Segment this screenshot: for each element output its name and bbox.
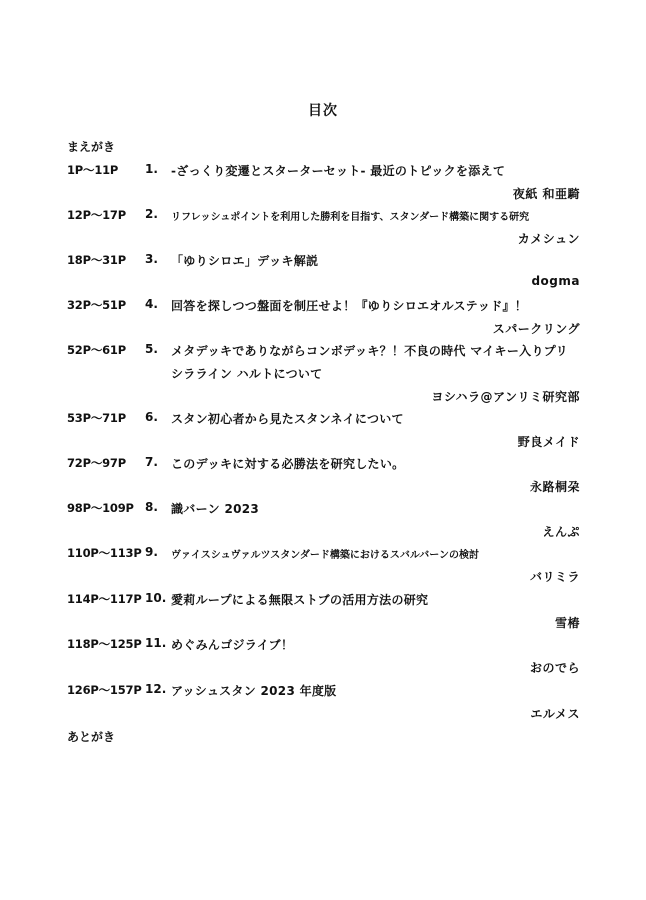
entry-author-10: 雪椿: [554, 616, 580, 630]
entry-title: 識バーン 2023: [171, 502, 260, 516]
entry-author-1: 夜紙 和亜騎: [512, 187, 580, 201]
entry-pages: 12P～17P: [67, 208, 126, 222]
entry-number: 8.: [145, 500, 158, 514]
entry-author-12: エルメス: [530, 707, 580, 721]
entry-number: 10.: [145, 591, 167, 605]
entry-title: アッシュスタン 2023 年度版: [171, 684, 337, 698]
entry-author-4: スパークリング: [492, 322, 580, 336]
entry-title: スタン初心者から見たスタンネイについて: [171, 412, 404, 426]
toc-entry-8: [67, 500, 587, 518]
entry-pages: 52P～61P: [67, 343, 126, 357]
entry-pages: 114P～117P: [67, 592, 142, 606]
toc-entry-5: [67, 342, 587, 360]
entry-number: 11.: [145, 636, 167, 650]
entry-pages: 32P～51P: [67, 298, 126, 312]
toc-entry-2: [67, 207, 587, 225]
entry-title: このデッキに対する必勝法を研究したい。: [171, 457, 405, 471]
toc-entry-11: [67, 636, 587, 654]
toc-entry-10: [67, 591, 587, 609]
entry-title: リフレッシュポイントを利用した勝利を目指す、スタンダード構築に関する研究: [171, 212, 530, 223]
entry-number: 5.: [145, 342, 158, 356]
entry-title: ヴァイスシュヴァルツスタンダード構築におけるスバルバーンの検討: [171, 550, 479, 561]
entry-pages: 72P～97P: [67, 456, 126, 470]
entry-pages: 110P～113P: [67, 546, 142, 560]
entry-number: 6.: [145, 410, 158, 424]
afterword-label: あとがき: [67, 730, 116, 744]
entry-author-3: dogma: [531, 274, 580, 288]
entry-pages: 118P～125P: [67, 637, 142, 651]
entry-number: 12.: [145, 682, 167, 696]
toc-entry-4: [67, 297, 587, 315]
entry-number: 2.: [145, 207, 158, 221]
entry-author-2: カメシュン: [517, 232, 580, 246]
entry-pages: 1P～11P: [67, 163, 119, 177]
entry-title-continued-5: シラライン ハルトについて: [171, 367, 323, 381]
entry-pages: 18P～31P: [67, 253, 126, 267]
entry-pages: 98P～109P: [67, 501, 134, 515]
entry-number: 4.: [145, 297, 158, 311]
toc-heading: 目次: [308, 103, 338, 119]
toc-entry-6: [67, 410, 587, 428]
entry-author-8: えんぷ: [542, 525, 580, 539]
entry-author-11: おのでら: [529, 661, 580, 675]
entry-title: 愛莉ループによる無限ストブの活用方法の研究: [171, 593, 429, 607]
toc-entry-3: [67, 252, 587, 270]
toc-entry-9: [67, 545, 587, 563]
entry-pages: 126P～157P: [67, 683, 142, 697]
entry-number: 1.: [145, 162, 158, 176]
entry-author-5: ヨシハラ@アンリミ研究部: [431, 390, 580, 404]
entry-author-6: 野良メイド: [517, 435, 580, 449]
entry-title: メタデッキでありながらコンボデッキ？！不良の時代 マイキー入りプリ: [171, 344, 568, 358]
entry-title: 「ゆりシロエ」デッキ解説: [171, 254, 319, 268]
entry-number: 7.: [145, 455, 158, 469]
entry-title: めぐみんゴジライブ！: [171, 638, 294, 652]
entry-number: 3.: [145, 252, 158, 266]
toc-entry-1: [67, 162, 587, 180]
entry-number: 9.: [145, 545, 158, 559]
preface-label: まえがき: [67, 140, 116, 154]
entry-title: -ざっくり変遷とスターターセット- 最近のトピックを添えて: [171, 164, 506, 178]
toc-entry-12: [67, 682, 587, 700]
entry-author-7: 永路桐朶: [529, 480, 580, 494]
entry-author-9: バリミラ: [529, 570, 580, 584]
entry-pages: 53P～71P: [67, 411, 126, 425]
toc-entry-7: [67, 455, 587, 473]
entry-title: 回答を探しつつ盤面を制圧せよ！『ゆりシロエオルステッド』！: [171, 299, 528, 313]
